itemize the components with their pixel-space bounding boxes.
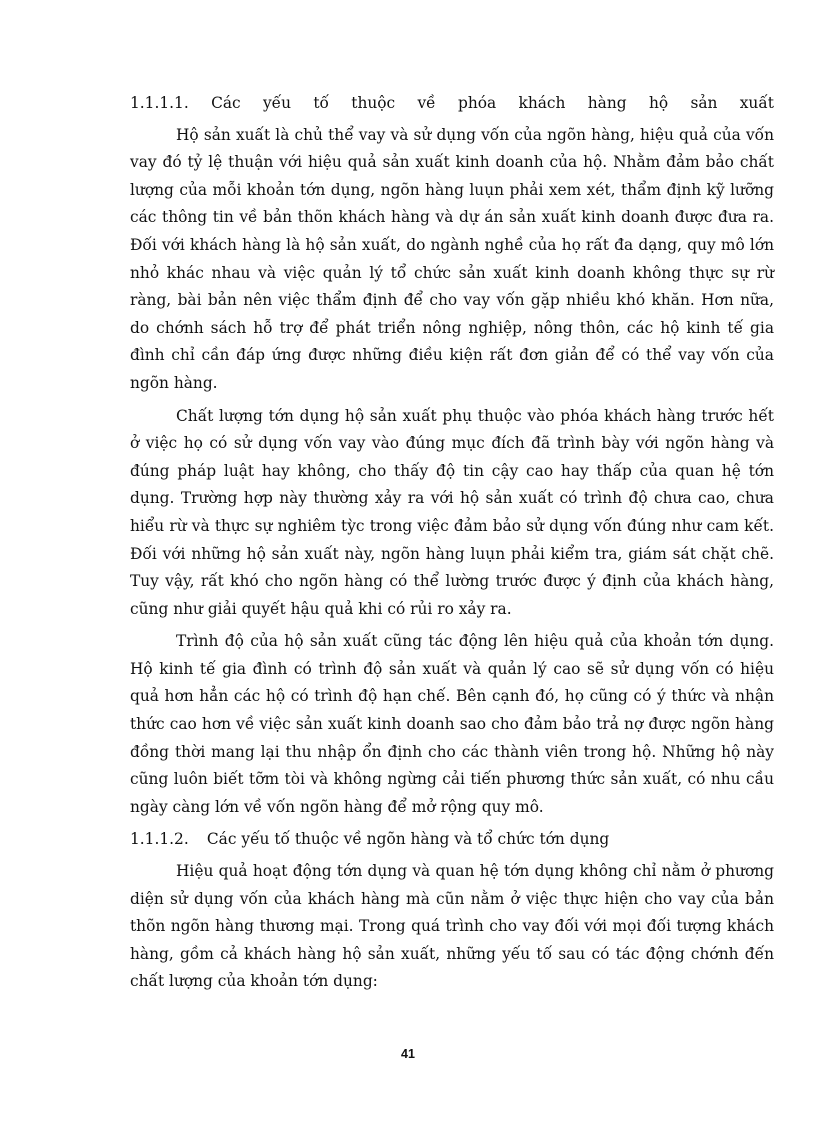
page-number: 41 bbox=[401, 1047, 415, 1061]
body-paragraph: Trình độ của hộ sản xuất cũng tác động lên hiệu quả của khoản tớn dụng. Hộ kinh tế gia đình có trình độ sản xuất và quản lý cao sẽ sử dụng vốn có hiệu quả hơn hẳn các hộ có trình độ hạn chế. Bên cạnh đó, họ cũng có ý thức và nhận thức cao hơn về việc sản xuất kinh doanh sao cho đảm bảo trả nợ được ngõn hàng đồng thời mang lại thu nhập ổn định cho các thành viên trong hộ. Những hộ này cũng luôn biết tỡm tòi và không ngừng cải tiến phương thức sản xuất, có nhu cầu ngày càng lớn về vốn ngõn hàng để mở rộng quy mô. bbox=[130, 632, 774, 816]
body-paragraph: Chất lượng tớn dụng hộ sản xuất phụ thuộc vào phóa khách hàng trước hết ở việc họ có sử dụng vốn vay vào đúng mục đích đã trình bày với ngõn hàng và đúng pháp luật hay không, cho thấy độ tin cậy cao hay thấp của quan hệ tớn dụng. Trường hợp này thường xảy ra với hộ sản xuất có trình độ chưa cao, chưa hiểu rừ và thực sự nghiêm tỳc trong việc đảm bảo sử dụng vốn đúng như cam kết. Đối với những hộ sản xuất này, ngõn hàng luụn phải kiểm tra, giám sát chặt chẽ. Tuy vậy, rất khó cho ngõn hàng có thể lường trước được ý định của khách hàng, cũng như giải quyết hậu quả khi có rủi ro xảy ra. bbox=[130, 406, 774, 618]
heading-word: xuất bbox=[739, 94, 774, 112]
heading-word: tố bbox=[313, 94, 329, 112]
section-title: Các yếu tố thuộc về ngõn hàng và tổ chức tớn dụng bbox=[206, 830, 610, 849]
heading-word: về bbox=[417, 94, 436, 112]
page-content bbox=[130, 90, 774, 1001]
body-paragraph: Hộ sản xuất là chủ thể vay và sử dụng vốn của ngõn hàng, hiệu quả của vốn vay đó tỷ lệ thuận với hiệu quả sản xuất kinh doanh của hộ. Nhằm đảm bảo chất lượng của mỗi khoản tớn dụng, ngõn hàng luụn phải xem xét, thẩm định kỹ lưỡng các thông tin về bản thõn khách hàng và dự án sản xuất kinh doanh được đưa ra. Đối với khách hàng là hộ sản xuất, do ngành nghề của họ rất đa dạng, quy mô lớn nhỏ khác nhau và việc quản lý tổ chức sản xuất kinh doanh không thực sự rừ ràng, bài bản nên việc thẩm định để cho vay vốn gặp nhiều khó khăn. Hơn nữa, do chớnh sách hỗ trợ để phát triển nông nghiệp, nông thôn, các hộ kinh tế gia đình chỉ cần đáp ứng được những điều kiện rất đơn giản để có thể vay vốn của ngõn hàng. bbox=[130, 125, 774, 392]
heading-word: sản bbox=[690, 94, 718, 112]
heading-word: khách bbox=[518, 94, 566, 112]
heading-word: Các bbox=[211, 94, 241, 112]
section-number: 1.1.1.2. bbox=[130, 830, 189, 849]
section-number: 1.1.1.1. bbox=[130, 94, 189, 112]
heading-word: hàng bbox=[587, 94, 627, 112]
section-heading-1-1-1-1 bbox=[130, 90, 774, 118]
heading-word: phóa bbox=[457, 94, 497, 112]
heading-word: thuộc bbox=[351, 94, 396, 112]
section-heading-1-1-1-2 bbox=[130, 826, 774, 854]
heading-word: hộ bbox=[648, 94, 669, 112]
heading-word: yếu bbox=[262, 94, 292, 112]
body-paragraph: Hiệu quả hoạt động tớn dụng và quan hệ tớn dụng không chỉ nằm ở phương diện sử dụng vốn của khách hàng mà cũn nằm ở việc thực hiện cho vay của bản thõn ngõn hàng thương mại. Trong quá trình cho vay đối với mọi đối tượng khách hàng, gồm cả khách hàng hộ sản xuất, những yếu tố sau có tác động chớnh đến chất lượng của khoản tớn dụng: bbox=[130, 862, 774, 991]
